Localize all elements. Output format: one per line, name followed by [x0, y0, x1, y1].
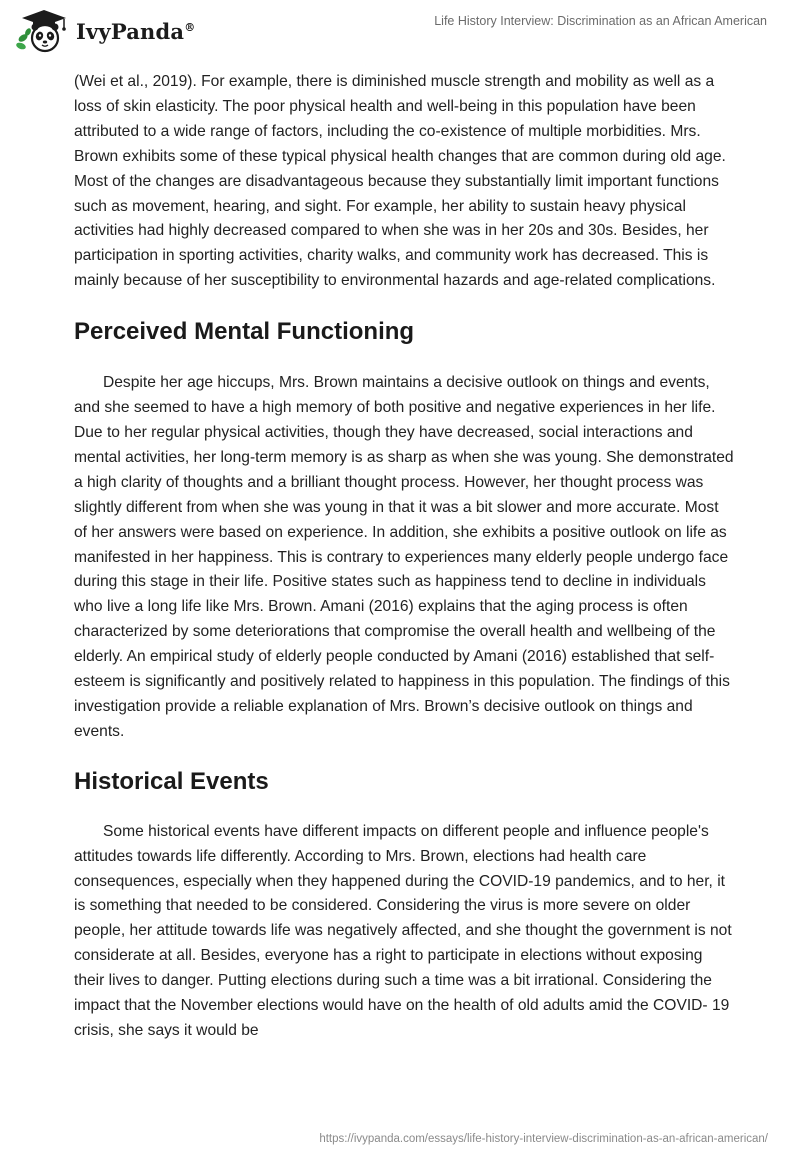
section-paragraph-historical-events: Some historical events have different impacts on different people and influence people's attitudes towards life differently. According to Mrs. Brown, elections had health care consequences, especially when they happened during the COVID-19 pandemics, and to her, it is something that needed to be considered. Considering the virus is more severe on older people, her attitude towards life was negatively affected, and she thought the government is not considerate at all. Besides, everyone has a right to participate in elections without exposing their lives to danger. Putting elections during such a time was a bit irrational. Considering the impact that the November elections would have on the health of old adults amid the COVID- 19 crisis, she says it would be [74, 822, 732, 1039]
registered-mark: ® [184, 20, 196, 34]
intro-paragraph: (Wei et al., 2019). For example, there is diminished muscle strength and mobility as well as a loss of skin elasticity. The poor physical health and well-being in this population have been attributed to a wide range of factors, including the co-existence of multiple morbidities. Mrs. Brown exhibits some of these typical physical health changes that are common during old age. Most of the changes are disadvantageous because they substantially limit important functions such as movement, hearing, and sight. For example, her ability to sustain heavy physical activities had highly decreased compared to when she was in her 20s and 30s. Besides, her participation in sporting activities, charity walks, and community work has decreased. This is mainly because of her susceptibility to environmental hazards and age-related complications. [74, 73, 726, 290]
brand-name [76, 19, 195, 44]
brand-name-text: IvyPanda [76, 18, 185, 44]
page-header [0, 0, 800, 60]
essay-content [74, 70, 734, 1044]
section-heading-historical-events: Historical Events [74, 767, 269, 795]
section-paragraph-mental-functioning: Despite her age hiccups, Mrs. Brown maintains a decisive outlook on things and events, and she seemed to have a high memory of both positive and negative experiences in her life. Due to her regular physical activities, though they have decreased, social interactions and mental activities, her long-term memory is as sharp as when she was young. She demonstrated a high clarity of thoughts and a brilliant thought process. However, her thought process was slightly different from when she was young in that it was a bit slower and more accurate. Most of her answers were based on experience. In addition, she exhibits a positive outlook on life as manifested in her happiness. This is contrary to experiences many elderly people undergo face during this stage in their life. Positive states such as happiness tend to decline in individuals who live a long life like Mrs. Brown. Amani (2016) explains that the aging process is often characterized by some deteriorations that compromise the overall health and wellbeing of the elderly. An empirical study of elderly people conducted by Amani (2016) established that self-esteem is significantly and positively related to happiness in this population. The findings of this investigation provide a reliable explanation of Mrs. Brown’s decisive outlook on things and events. [74, 374, 734, 740]
document-title: Life History Interview: Discrimination as an African American [434, 14, 767, 28]
footer-source-link[interactable]: https://ivypanda.com/essays/life-history-interview-discrimination-as-an-african-american/ [319, 1133, 768, 1145]
panda-graduate-icon [14, 8, 70, 54]
ivypanda-logo[interactable] [14, 7, 214, 55]
section-heading-mental-functioning: Perceived Mental Functioning [74, 318, 415, 346]
